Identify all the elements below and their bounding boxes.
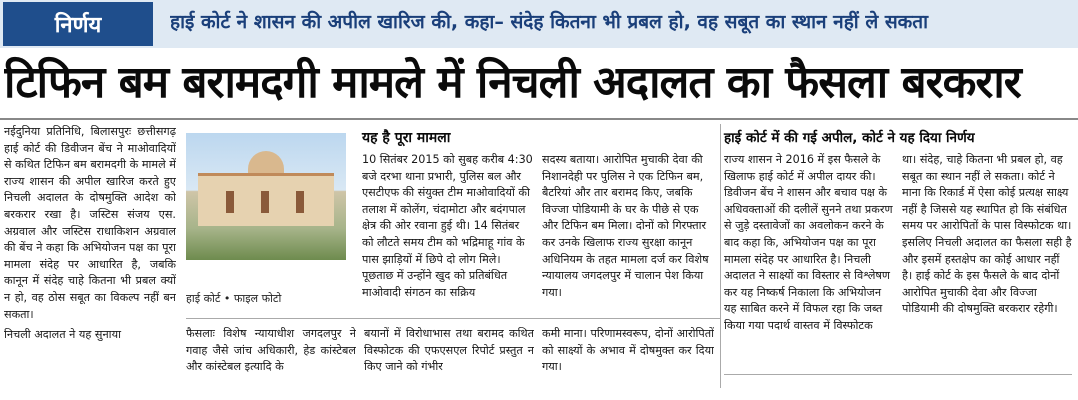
case-text-b: सदस्य बताया। आरोपित मुचाकी देवा की निशानदेही पर पुलिस ने एक टिफिन बम, बैटरियां और तार बरामद किए, जबकि विज्जा पोडियामी के घर के पीछे से एक और टिफिन बम मिला। दोनों को गिरफ्तार कर उनके खिलाफ राज्य सुरक्षा कानून अधिनियम के तहत मामला दर्ज कर विशेष न्यायालय जगदलपुर में चालान पेश किया गया। [542,153,709,299]
verdict-text-1: फैसलाः विशेष न्यायाधीश जगदलपुर ने गवाह जैसे जांच अधिकारी, हेड कांस्टेबल और कांस्टेबल इत्यादि के [186,327,356,374]
verdict-text-2: बयानों में विरोधाभास तथा बरामद कथित विस्फोटक की एफएसएल रिपोर्ट प्रस्तुत न किए जाने को गंभीर [364,327,534,374]
high-court-photo [186,133,346,260]
appeal-column-a [724,152,896,370]
case-text-a: 10 सितंबर 2015 को सुबह करीब 4:30 बजे दरभा थाना प्रभारी, पुलिस बल और एसटीएफ की संयुक्त टीम माओवादियों की तलाश में कोलेंग, चंदामोटा और बदंगपाल क्षेत्र की ओर रवाना हुई थी। 14 सितंबर को लौटते समय टीम को भद्रिमाहू गांव के पास झाड़ियों में छिपे दो लोग मिले। पूछताछ में उन्होंने खुद को प्रतिबंधित माओवादी संगठन का सक्रिय [362,153,533,299]
appeal-text-b: था। संदेह, चाहे कितना भी प्रबल हो, वह सबूत का स्थान नहीं ले सकता। कोर्ट ने माना कि रिकार्ड में ऐसा कोई प्रत्यक्ष साक्ष्य नहीं है जिससे यह स्थापित हो कि संबंधित समय पर आरोपितों के पास विस्फोटक था। इसलिए निचली अदालत का फैसला सही है और इसमें हस्तक्षेप का कोई आधार नहीं है। हाई कोर्ट के इस फैसले के बाद दोनों आरोपित मुचाकी देवा और विज्जा पोडियामी की दोषमुक्ति बरकरार रहेगी। [902,153,1072,316]
verdict-column-1 [186,326,356,388]
section-divider [720,124,721,388]
case-column-c [542,326,714,388]
appeal-text-a: राज्य शासन ने 2016 में इस फैसले के खिलाफ हाई कोर्ट में अपील दायर की। डिवीजन बेंच ने शासन और बचाव पक्ष के अधिवक्ताओं की दलीलें सुनने तथा प्रकरण से जुड़े दस्तावेजों का अवलोकन करने के बाद कहा कि, अभियोजन पक्ष का पूरा मामला संदेह पर आधारित है। निचली अदालत ने साक्ष्यों का विस्तार से विश्लेषण कर यह निष्कर्ष निकाला कि अभियोजन यह साबित करने में विफल रहा कि जब्त किया गया पदार्थ वास्तव में विस्फोटक [724,153,893,332]
photo-caption: हाई कोर्ट • फाइल फोटो [186,292,282,305]
top-banner [0,0,1078,48]
appeal-section-heading: हाई कोर्ट में की गई अपील, कोर्ट ने यह दिया निर्णय [724,130,975,146]
case-section-heading: यह है पूरा मामला [362,130,451,146]
case-text-c: कमी माना। परिणामस्वरूप, दोनों आरोपितों को साक्ष्यों के अभाव में दोषमुक्त कर दिया गया। [542,327,714,374]
appeal-bottom-rule [724,374,1072,375]
headline-rule [0,118,1078,120]
main-headline: टिफिन बम बरामदगी मामले में निचली अदालत का फैसला बरकरार [4,57,1021,108]
intro-column [4,124,176,386]
case-column-a [362,152,534,314]
subheadline: हाई कोर्ट ने शासन की अपील खारिज की, कहा– संदेह कितना भी प्रबल हो, वह सबूत का स्थान नहीं ले सकता [170,11,929,33]
intro-text-continued: निचली अदालत ने यह सुनाया [4,328,121,342]
intro-text: नईदुनिया प्रतिनिधि, बिलासपुरः छत्तीसगढ़ हाई कोर्ट की डिवीजन बेंच ने माओवादियों से कथित टिफिन बम बरामदगी के मामले में राज्य शासन की अपील खारिज करते हुए निचली अदालत के दोषमुक्ति आदेश को बरकरार रखा है। जस्टिस संजय एस. अग्रवाल और जस्टिस राधाकिशन अग्रवाल की बेंच ने कहा कि अभियोजन पक्ष का पूरा मामला संदेह पर आधारित है, जबकि कानून में संदेह चाहे कितना भी प्रबल क्यों न हो, वह ठोस सबूत का विकल्प नहीं बन सकता। [4,125,176,321]
photo-divider [186,318,720,319]
section-label: निर्णय [3,2,153,46]
case-column-b [542,152,714,314]
appeal-column-b [902,152,1072,370]
verdict-column-2 [364,326,534,388]
